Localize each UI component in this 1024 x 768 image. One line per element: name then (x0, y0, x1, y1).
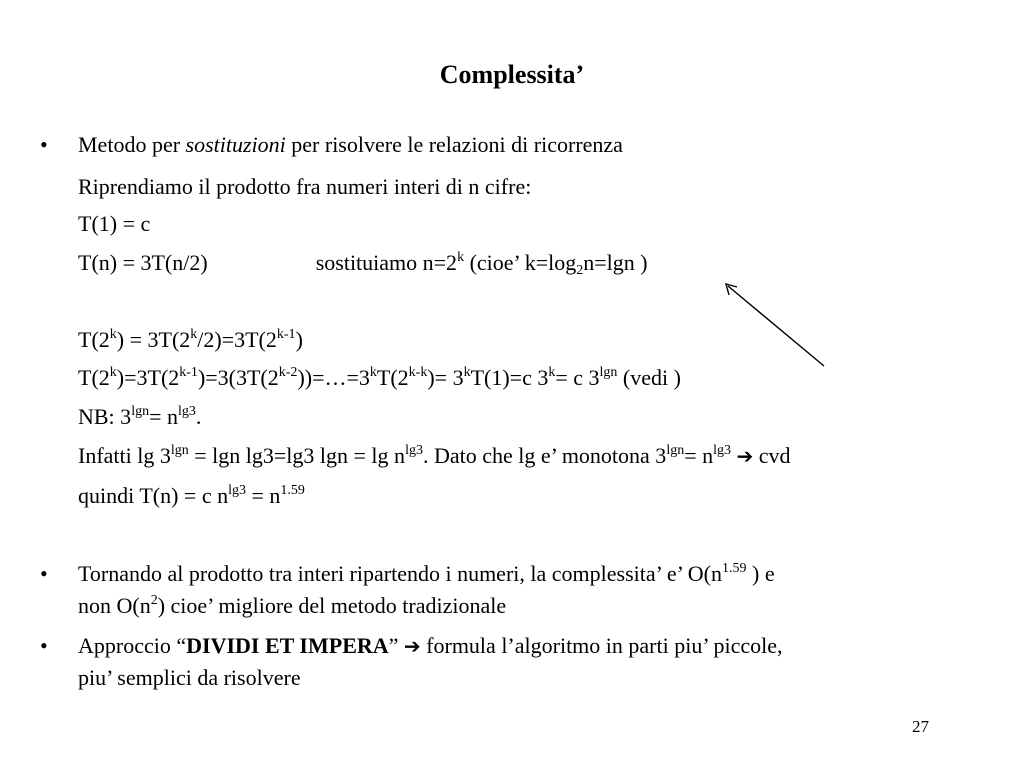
bullet-marker-2: • (40, 561, 48, 586)
page-number: 27 (912, 717, 929, 736)
bullet-3-line-2: piu’ semplici da risolvere (78, 665, 301, 690)
bullet-2-line-2: non $O(n^2)$ cioe’ migliore del metodo tradizionale (78, 593, 507, 618)
line-t2k-step: $T(2^k) = 3T(2^k/2)=3T(2^{k-1})$ (78, 327, 303, 352)
bullet-marker-3: • (40, 633, 48, 658)
line-infatti: Infatti $\lg 3^{lgn} = \lg n$ lg3=lg3 $\lg n = \lg n^{lg3}$. Dato che lg e’ monotona $3^{lgn}= n^{lg3}$ ➔ cvd (78, 443, 791, 468)
line-t1: T(1) = c (78, 211, 151, 236)
bullet-marker-1: • (40, 132, 48, 157)
line-t2k-expansion: $T(2^k)=3T(2^{k-1})=3(3T(2^{k-2}))=\dots=3^kT(2^{k-k})= 3^kT(1)=c$ $3^k= c$ $3^{lgn}$ (vedi ) (78, 365, 681, 390)
line-quindi: quindi T(n) = c $n^{lg3} = n^{1.59}$ (78, 483, 305, 508)
bullet-3-line-1: Approccio “DIVIDI ET IMPERA” ➔ formula l’algoritmo in parti piu’ piccole, (78, 633, 783, 658)
right-arrow-icon: ➔ (403, 634, 421, 658)
line-tn-recurrence: T(n) = 3T(n/2) sostituiamo $n=2^k$ (cioe’ $k=\log_2n=\lg n$ ) (78, 250, 648, 278)
slide-title: Complessita’ (439, 60, 585, 89)
line-nb: NB: $3^{lgn}= n^{lg3}$. (78, 404, 202, 429)
right-arrow-icon: ➔ (736, 444, 754, 468)
bullet-2-line-1: Tornando al prodotto tra interi ripartendo i numeri, la complessita’ e’ $O(n^{1.59}$ ) e (78, 561, 775, 586)
line-riprendiamo: Riprendiamo il prodotto fra numeri interi di n cifre: (78, 174, 532, 199)
divide-et-impera-bold: DIVIDI ET IMPERA (186, 633, 389, 658)
bullet-1-text: Metodo per sostituzioni per risolvere le relazioni di ricorrenza (78, 132, 623, 157)
emphasis-sostituzioni: sostituzioni (185, 132, 286, 157)
